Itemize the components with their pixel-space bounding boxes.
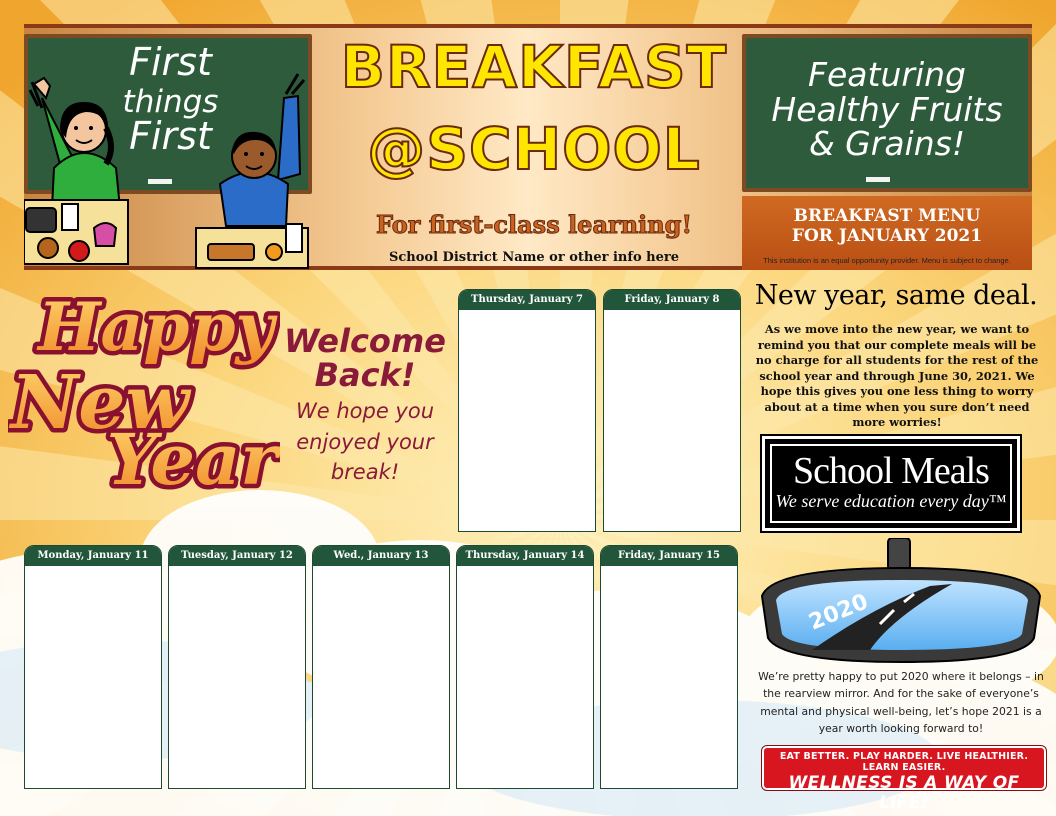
chalk-piece <box>866 177 890 182</box>
tagline: For first-class learning! <box>376 210 692 239</box>
district-info: School District Name or other info here <box>388 250 680 265</box>
menu-blank <box>604 310 740 531</box>
day-box <box>600 545 738 789</box>
menu-month-banner <box>742 196 1032 270</box>
wellness-slogan: EAT BETTER. PLAY HARDER. LIVE HEALTHIER. LEARN EASIER. <box>779 751 1029 773</box>
right-chalkboard <box>742 34 1032 192</box>
milk-icon <box>62 204 78 230</box>
day-header: Wed., January 13 <box>313 546 449 566</box>
day-box <box>24 545 162 789</box>
happy-new-year-art <box>8 278 280 530</box>
toast-icon <box>208 244 254 260</box>
logo-tagline: We serve education every day™ <box>775 491 1007 511</box>
menu-blank <box>457 566 593 788</box>
chalk-line: First <box>129 114 212 159</box>
chalk-line: Healthy Fruits <box>771 89 1003 129</box>
chalk-line: First <box>129 40 212 84</box>
wellness-banner <box>762 746 1046 813</box>
day-box <box>456 545 594 789</box>
logo-title: School Meals <box>793 450 989 492</box>
wellness-headline: WELLNESS IS A WAY OF LIFE! <box>788 773 1020 813</box>
day-header: Thursday, January 14 <box>457 546 593 566</box>
menu-blank <box>313 566 449 788</box>
milk-icon <box>286 224 302 252</box>
day-header: Monday, January 11 <box>25 546 161 566</box>
day-header: Tuesday, January 12 <box>169 546 305 566</box>
at-school-title: @SCHOOL <box>367 115 701 183</box>
notice-title: New year, same deal. <box>754 280 1038 311</box>
menu-title <box>742 206 1032 247</box>
apple-icon <box>69 241 89 261</box>
menu-blank <box>169 566 305 788</box>
day-box <box>312 545 450 789</box>
disclaimer: This institution is an equal opportunity provider. Menu is subject to change. <box>763 256 1011 265</box>
day-header: Friday, January 8 <box>604 290 740 310</box>
notice-body: As we move into the new year, we want to remind you that our complete meals will be no charge for all students for the rest of the school year and through June 30, 2021. We hope this gives you one less thing to worry about at a time when you sure don’t need more worries! <box>755 322 1039 429</box>
day-box <box>168 545 306 789</box>
orange-icon <box>266 244 282 260</box>
year-word: Year <box>106 418 278 501</box>
welcome-sub: We hope you enjoyed your break! <box>295 399 435 485</box>
welcome-back-heading: Welcome Back! <box>284 322 446 394</box>
girl-student-icon <box>30 78 120 208</box>
yogurt-icon <box>94 223 116 246</box>
chalk-line: Featuring <box>808 55 966 94</box>
rearview-mirror-icon <box>752 538 1048 666</box>
day-box <box>603 289 741 532</box>
chalk-line: things <box>122 84 219 121</box>
muffin-icon <box>38 238 58 258</box>
happy-word: Happy <box>38 288 274 366</box>
school-meals-logo <box>762 436 1020 531</box>
boy-student-icon <box>220 74 304 226</box>
day-box <box>458 289 596 532</box>
new-word: New <box>10 360 190 446</box>
header-banner <box>24 24 1032 270</box>
day-header: Thursday, January 7 <box>459 290 595 310</box>
breakfast-title: BREAKFAST <box>340 33 728 101</box>
menu-blank <box>25 566 161 788</box>
rearview-caption: We’re pretty happy to put 2020 where it belongs – in the rearview mirror. And for the sake of everyone’s mental and physical well-being, let’s hope 2021 is a year worth looking forward to! <box>758 670 1044 735</box>
students-illustration <box>24 68 324 270</box>
menu-title-line: FOR JANUARY 2021 <box>791 226 983 247</box>
chalk-line: & Grains! <box>808 124 966 164</box>
welcome-message <box>280 322 450 488</box>
menu-blank <box>459 310 595 531</box>
day-header: Friday, January 15 <box>601 546 737 566</box>
menu-title-line: BREAKFAST MENU <box>793 206 981 226</box>
mirror-year: 2020 <box>805 589 872 636</box>
menu-blank <box>601 566 737 788</box>
featuring-text <box>746 55 1028 164</box>
